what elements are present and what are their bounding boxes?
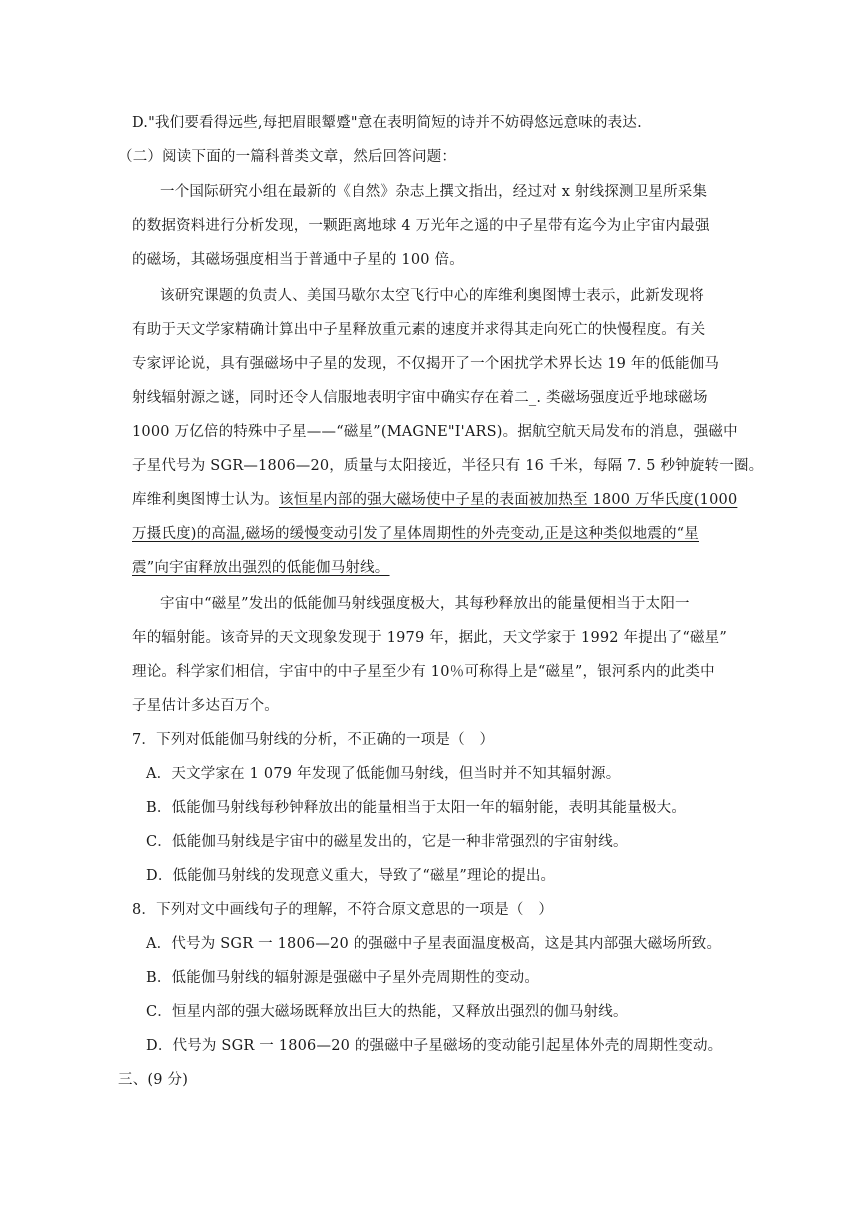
- question-8-option-a: A．代号为 SGR 一 1806—20 的强磁中子星表面温度极高，这是其内部强大磁场所致。: [146, 936, 722, 952]
- section-heading-reading: （二）阅读下面的一篇科普类文章，然后回答问题：: [118, 149, 457, 165]
- question-7-option-d: D．低能伽马射线的发现意义重大，导致了“磁星”理论的提出。: [146, 868, 556, 884]
- paragraph-line: 子星估计多达百万个。: [132, 698, 279, 714]
- paragraph-line: 射线辐射源之谜，同时还令人信服地表明宇宙中确实存在着二_. 类磁场强度近乎地球磁场: [132, 390, 708, 406]
- question-7-option-b: B．低能伽马射线每秒钟释放出的能量相当于太阳一年的辐射能，表明其能量极大。: [146, 800, 687, 816]
- question-8-option-b: B．低能伽马射线的辐射源是强磁中子星外壳周期性的变动。: [146, 970, 540, 986]
- paragraph-line: 1000 万亿倍的特殊中子星——“磁星”(MAGNE"I'ARS)。据航空航天局发布的消息，强磁中: [132, 424, 738, 440]
- paragraph-line: 理论。科学家们相信，宇宙中的中子星至少有 10％可称得上是“磁星”，银河系内的此类中: [132, 664, 715, 680]
- question-7-option-c: C．低能伽马射线是宇宙中的磁星发出的，它是一种非常强烈的宇宙射线。: [146, 834, 628, 850]
- question-7-option-a: A．天文学家在 1 079 年发现了低能伽马射线，但当时并不知其辐射源。: [146, 766, 621, 782]
- underlined-sentence: 万摄氏度)的高温,磁场的缓慢变动引发了星体周期性的外壳变动,正是这种类似地震的“星: [132, 526, 699, 542]
- paragraph-line: 的数据资料进行分析发现，一颗距离地球 4 万光年之遥的中子星带有迄今为止宇宙内最强: [132, 218, 710, 234]
- question-8-option-c: C．恒星内部的强大磁场既释放出巨大的热能，又释放出强烈的伽马射线。: [146, 1004, 628, 1020]
- paragraph-line: [132, 490, 737, 510]
- paragraph-text: 库维利奥图博士认为。: [132, 492, 279, 508]
- paragraph-line: 的磁场，其磁场强度相当于普通中子星的 100 倍。: [132, 252, 464, 268]
- paragraph-line: 有助于天文学家精确计算出中子星释放重元素的速度并求得其走向死亡的快慢程度。有关: [132, 322, 706, 338]
- question-7: 7．下列对低能伽马射线的分析，不正确的一项是（ ）: [132, 732, 495, 748]
- paragraph-line: 年的辐射能。该奇异的天文现象发现于 1979 年，据此，天文学家于 1992 年提出了“磁星”: [132, 630, 727, 646]
- question-8-option-d: D．代号为 SGR 一 1806—20 的强磁中子星磁场的变动能引起星体外壳的周期性变动。: [146, 1038, 723, 1054]
- underlined-sentence: 震”向宇宙释放出强烈的低能伽马射线。: [132, 560, 390, 576]
- paragraph-line: 该研究课题的负责人、美国马歇尔太空飞行中心的库维利奥图博士表示，此新发现将: [160, 288, 704, 304]
- paragraph-line: 一个国际研究小组在最新的《自然》杂志上撰文指出，经过对 x 射线探测卫星所采集: [160, 184, 708, 200]
- paragraph-line: 子星代号为 SGR—1806—20，质量与太阳接近，半径只有 16 千米，每隔 7. 5 秒钟旋转一圈。: [132, 458, 764, 474]
- paragraph-line: 专家评论说，具有强磁场中子星的发现，不仅揭开了一个困扰学术界长达 19 年的低能伽马: [132, 356, 720, 372]
- paragraph-line: 宇宙中“磁星”发出的低能伽马射线强度极大，其每秒释放出的能量便相当于太阳一: [160, 596, 690, 612]
- question-8: 8．下列对文中画线句子的理解，不符合原文意思的一项是（ ）: [132, 902, 554, 918]
- underlined-sentence: 该恒星内部的强大磁场使中子星的表面被加热至 1800 万华氏度(1000: [279, 492, 738, 508]
- section-heading-three: 三、(9 分): [118, 1072, 189, 1088]
- option-d-previous-question: D."我们要看得远些,每把眉眼颦蹙"意在表明简短的诗并不妨碍悠远意味的表达.: [132, 115, 642, 131]
